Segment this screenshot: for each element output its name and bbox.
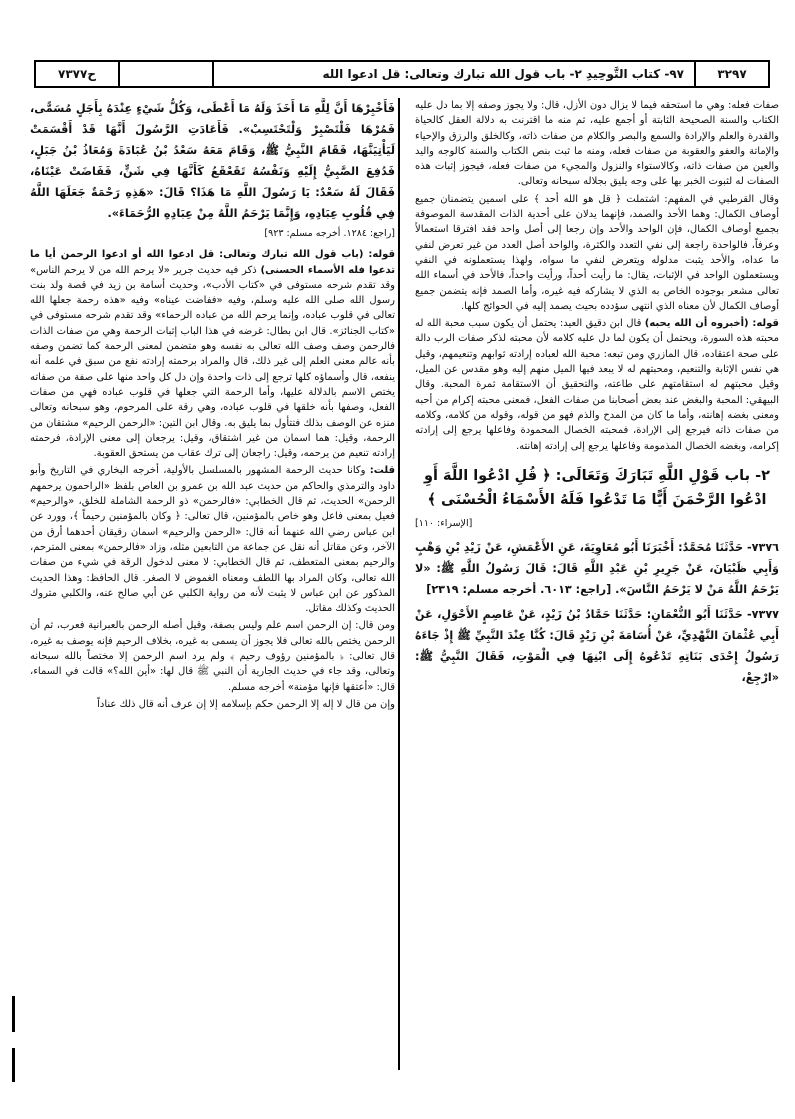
right-column bbox=[415, 98, 779, 690]
margin-bar bbox=[12, 996, 15, 1032]
commentary-lead: قوله: (أخبروه أن الله يحبه) bbox=[644, 318, 779, 330]
commentary-paragraph: ومن قال: إن الرحمن اسم علم وليس بصفة، وقيل أصله الرحمن بالعبرانية فعرب، ثم أن الرحمن يختص بالله تعالى فلا يجوز أن يسمى به غيره، بخلاف الرحيم فإنه يوصف به غيره، قال تعالى: ﴿ بالمؤمنين رؤوف رحيم ﴾ ولم يرد اسم الرحمن إلا مختصاً بالله سبحانه وتعالى، وقد جاء في حديث الجارية أن النبي ﷺ قال لها: «أين الله؟» قالت في السماء، قال: «أعتقها فإنها مؤمنة» أخرجه مسلم. bbox=[30, 620, 395, 693]
commentary-text: ذكر فيه حديث جرير «لا يرحم الله من لا يرحم الناس» وقد تقدم شرحه مستوفى في «كتاب الأدب»، وحديث أسامة بن زيد في قصة ولد بنت رسول الله صلى الله عليه وسلم، وفيه «ففاضت عيناه» وفيه «هذه رحمة جعلها الله تعالى في قلوب عباده، وإنما يرحم الله من عباده الرحماء» وقد تقدم شرحه مستوفى في «كتاب الجنائز». قال ابن بطال: غرضه في هذا الباب إثبات الرحمة وهي من صفات الذات فالرحمن وصف وصف الله تعالى به نفسه وهو متضمن لمعنى الرحمة كما تضمن وصفه بأنه عالم معنى العلم إلى غير ذلك، قال والمراد برحمته إرادته نفع من سبق في علمه أنه ينفعه، قال وأسماؤه كلها ترجع إلى ذات واحدة وإن دل كل واحد منها على صفة من صفاته يختص الاسم بالدلالة عليها، وأما الرحمة التي جعلها في قلوب عباده فهي من صفات الفعل، وصفها بأنه خلقها في قلوب عباده، وهي رقة على المرحوم، وهو سبحانه وتعالى منزه عن الوصف بذلك فتتأول بما يليق به. وقال ابن التين: «الرحمن الرحيم» مشتقان من الرحمة، وقيل: هما اسمان من غير اشتقاق، وقيل: يرجعان إلى معنى الإرادة، فرحمته إرادته تنعيم من يرحمه، وقيل: راجعان إلى ترك عقاب من يستحق العقوبة. bbox=[30, 264, 395, 460]
commentary-paragraph bbox=[415, 316, 779, 454]
commentary-text: وكانا حديث الرحمة المشهور بالمسلسل بالأولية، أخرجه البخاري في التاريخ وأبو داود والترمذي والحاكم من حديث عبد الله بن عمرو بن العاص بلفظ «الراحمون يرحمهم الرحمن» الحديث، ثم قال الخطابي: «فالرحمن» ذو الرحمة الشاملة للخلق، «والرحيم» فعيل بمعنى فاعل وهو خاص بالمؤمنين، قال تعالى: ﴿ وكان بالمؤمنين رحيماً ﴾، وورد عن ابن عباس رضي الله عنهما أنه قال: «الرحمن والرحيم» اسمان رقيقان أحدهما أرق من الآخر، وعن مقاتل أنه نقل عن جماعة من التابعين مثله، وزاد «فالرحمن» بمعنى المترحم، والرحيم بمعنى المتعطف، ثم قال الخطابي: لا معنى لدخول الرقة في شيء من صفات الله تعالى، وكان المراد بها اللطف ومعناه الغموض لا الصغر. قال الحافظ: وهذا الحديث المذكور عن ابن عباس لا يثبت لأنه من رواية الكلبي عن أبي صالح عنه، والكلبي متروك الحديث وكذلك مقاتل. bbox=[30, 465, 395, 615]
page-number: ٣٢٩٧ bbox=[694, 62, 768, 86]
commentary-paragraph bbox=[30, 463, 395, 616]
commentary-paragraph: صفات فعله: وهي ما استحقه فيما لا يزال دون الأزل، قال: ولا يجوز وصفه إلا بما دل عليه الكتاب والسنة الصحيحة الثابتة أو أجمع عليه، ثم منه ما اقترنت به دلالة العقل كالحياة والقدرة والعلم والإرادة والسمع والبصر والكلام من صفات ذاته، وكالخلق والرزق والإحياء والإماتة والعفو والعقوبة من صفات فعله، ومنه ما ثبت بنص الكتاب والسنة كالوجه واليد والعين من صفات ذاته، وكالاستواء والنزول والمجيء من صفات فعله، فيجوز إثبات هذه الصفات له لثبوت الخبر بها على وجه يليق بجلاله سبحانه وتعالى. bbox=[415, 100, 779, 188]
commentary-paragraph bbox=[30, 247, 395, 461]
chapter-reference: [الإسراء: ١١٠] bbox=[415, 517, 473, 529]
commentary-lead: قلت: bbox=[369, 465, 395, 477]
chapter-title: ٢- باب قَوْلِ اللَّهِ تَبَارَكَ وَتَعَالَى: ﴿ قُلِ ادْعُوا اللَّهَ أَوِ ادْعُوا الرَّحْمَنَ أَيًّا مَا تَدْعُوا فَلَهُ الأَسْمَاءُ الْحُسْنَى ﴾ bbox=[424, 467, 770, 508]
hadith-7376: ٧٣٧٦- حَدَّثَنَا مُحَمَّدٌ: أَخْبَرَنَا أَبُو مُعَاوِيَةَ، عَنِ الأَعْمَشِ، عَنْ زَيْدِ بْنِ وَهْبٍ وَأَبِي ظَبْيَانَ، عَنْ جَرِيرِ بْنِ عَبْدِ اللَّهِ قَالَ: قَالَ رَسُولُ اللَّهِ ﷺ: «لا يَرْحَمُ اللَّهُ مَنْ لا يَرْحَمُ النَّاسَ». [راجع: ٦٠١٣. أخرجه مسلم: ٢٣١٩] bbox=[415, 541, 779, 597]
column-divider bbox=[398, 98, 400, 1070]
header-spacer bbox=[118, 62, 212, 86]
hadith-reference: [راجع: ١٢٨٤. أخرجه مسلم: ٩٢٣] bbox=[264, 228, 395, 239]
hadith-continuation: فَأَخْبِرْهَا أَنَّ لِلَّهِ مَا أَخَذَ وَلَهُ مَا أَعْطَى، وَكُلُّ شَيْءٍ عِنْدَهُ بِأَجَلٍ مُسَمًّى، فَمُرْهَا فَلْتَصْبِرْ وَلْتَحْتَسِبْ». فَأَعَادَتِ الرَّسُولَ أَنَّهَا قَدْ أَقْسَمَتْ لَيَأْتِيَنَّهَا، فَقَامَ النَّبِيُّ ﷺ، وَقَامَ مَعَهُ سَعْدُ بْنُ عُبَادَةَ وَمُعَاذُ بْنُ جَبَلٍ، فَدُفِعَ الصَّبِيُّ إِلَيْهِ وَنَفْسُهُ تَقَعْقَعُ كَأَنَّهَا فِي شَنٍّ، فَفَاضَتْ عَيْنَاهُ، فَقَالَ لَهُ سَعْدٌ: يَا رَسُولَ اللَّهِ مَا هَذَا؟ قَالَ: «هَذِهِ رَحْمَةٌ جَعَلَهَا اللَّهُ فِي قُلُوبِ عِبَادِهِ، وَإِنَّمَا يَرْحَمُ اللَّهُ مِنْ عِبَادِهِ الرُّحَمَاءَ». bbox=[30, 102, 395, 220]
left-column bbox=[30, 98, 395, 714]
commentary-lead: قوله: (باب قول الله تبارك وتعالى: قل ادعوا الله أو ادعوا الرحمن أيا ما تدعوا فله الأسماء الحسنى) bbox=[30, 249, 395, 276]
chapter-heading: ٩٧- كتاب التَّوحِيدِ ٢- باب قول الله تبارك وتعالى: قل ادعوا الله bbox=[212, 62, 694, 86]
commentary-text: قال ابن دقيق العيد: يحتمل أن يكون سبب محبة الله له محبته هذه السورة، ويحتمل أن يكون لما دل عليه كلامه لأن محبته لذكر صفات الرب دالة على صحة اعتقاده، قال المازري ومن تبعه: محبة الله لعباده إرادته ثوابهم وتنعيمهم، وقيل هي نفس الإثابة والتنعيم، ومحبتهم له لا يبعد فيها الميل منهم إليه وهو مقدس عن الميل، وقيل محبتهم له استقامتهم على طاعته، والتحقيق أن الاستقامة ثمرة المحبة. وقال البيهقي: المحبة والبغض عند بعض أصحابنا من صفات الفعل، فمعنى محبته إكرام من أحبه ومعنى بغضه إهانته، وأما ما كان من المدح والذم فهو من قوله، وقوله من كلامه، وكلامه من صفات ذاته فيرجع إلى الإرادة، فمحبته الخصال المحمودة وفاعلها يرجع إلى إرادته إكرامه، وبغضه الخصال المذمومة وفاعلها يرجع إلى إرادته إهانته. bbox=[415, 318, 779, 452]
margin-bar bbox=[12, 1048, 15, 1082]
commentary-paragraph: وقال القرطبي في المفهم: اشتملت ﴿ قل هو الله أحد ﴾ على اسمين يتضمنان جميع أوصاف الكمال: وهما الأحد والصمد، فإنهما يدلان على أحدية الذات المقدسة الموصوفة بجميع أوصاف الكمال، فإن الواحد والأحد وإن رجعا إلى أصل واحد فقد افترقا استعمالاً وعرفاً، فالواحدة راجعة إلى نفي التعدد والكثرة، والواحد أصل العدد من غير تعرض لنفي ما عداه، والأحد يثبت مدلوله ويتعرض لنفي ما سواه، ولهذا يستعملونه في النفي ويستعملون الواحد في الإثبات، يقال: ما رأيت أحداً، ورأيت واحداً، فالأحد في أسماء الله تعالى مشعر بوجوده الخاص به الذي لا يشاركه فيه غيره، وأما الصمد فإنه يتضمن جميع أوصاف الكمال لأن معناه الذي انتهى سؤدده بحيث يصمد إليه في الحوائج كلها. bbox=[415, 193, 779, 312]
hadith-range: ح٧٣٧٧ bbox=[58, 67, 96, 81]
commentary-paragraph: وإن من قال لا إله إلا الرحمن حكم بإسلامه إلا إن عرف أنه قال ذلك عناداً bbox=[97, 698, 395, 710]
hadith-7377: ٧٣٧٧- حَدَّثَنَا أَبُو النُّعْمَانِ: حَدَّثَنَا حَمَّادُ بْنُ زَيْدٍ، عَنْ عَاصِمٍ الأَحْوَلِ، عَنْ أَبِي عُثْمَانَ النَّهْدِيِّ، عَنْ أُسَامَةَ بْنِ زَيْدٍ قَالَ: كُنَّا عِنْدَ النَّبِيِّ ﷺ إِذْ جَاءَهُ رَسُولُ إِحْدَى بَنَاتِهِ تَدْعُوهُ إِلَى ابْنِهَا فِي الْمَوْتِ، فَقَالَ النَّبِيُّ ﷺ: «ارْجِعْ، bbox=[415, 608, 779, 685]
running-header bbox=[34, 60, 770, 88]
